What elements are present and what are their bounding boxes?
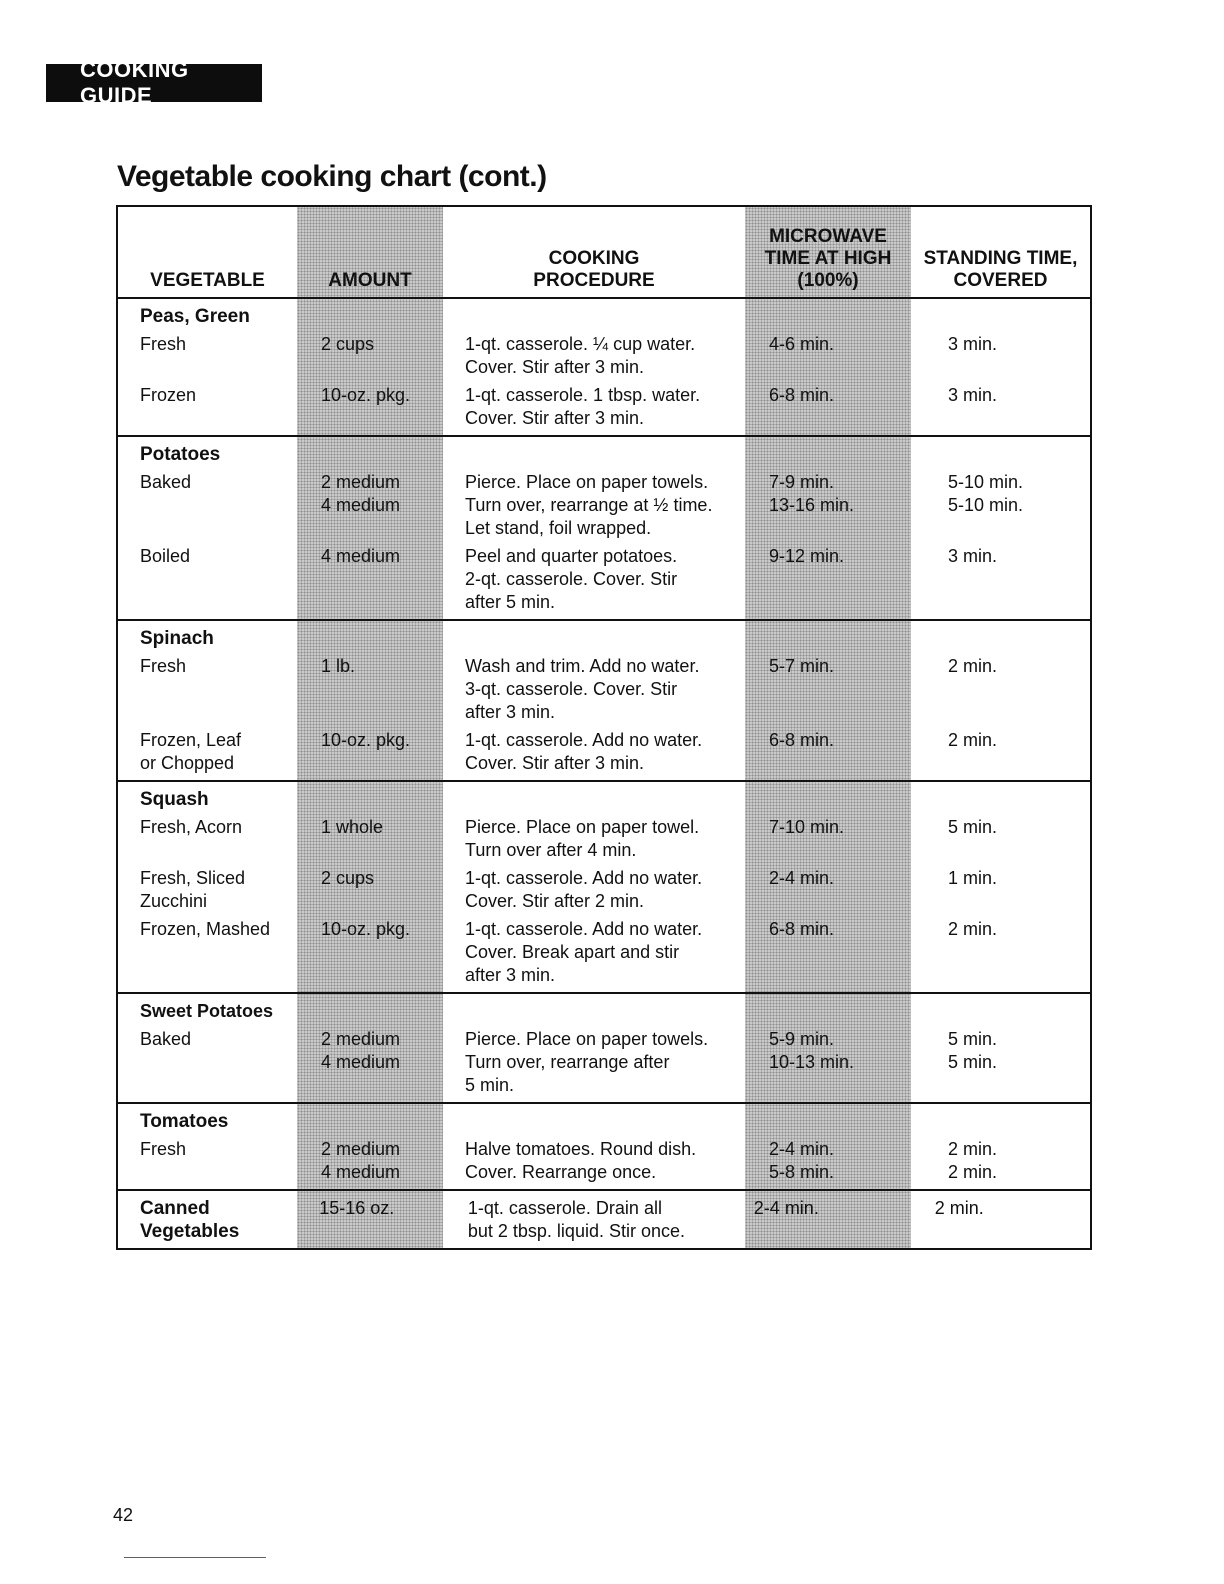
group-squash: [118, 782, 1090, 994]
standing-cell: 3 min.: [948, 546, 998, 566]
procedure-cell: Pierce. Place on paper towel. Turn over after 4 min.: [465, 817, 700, 860]
vegetable-cell: Baked: [140, 1029, 192, 1049]
procedure-cell: Pierce. Place on paper towels. Turn over, rearrange at ½ time. Let stand, foil wrapped.: [465, 472, 713, 538]
table-row: [118, 655, 1090, 724]
standing-cell: 1 min.: [948, 868, 998, 888]
time-cell: 2-4 min.: [753, 1198, 819, 1218]
amount-cell: 4 medium: [321, 546, 401, 566]
group-canned-vegetables: [118, 1191, 1090, 1248]
standing-cell: 2 min. 2 min.: [948, 1139, 998, 1182]
table-row: [118, 384, 1090, 430]
table-row: [118, 867, 1090, 913]
procedure-cell: Halve tomatoes. Round dish. Cover. Rearrange once.: [465, 1139, 697, 1182]
amount-cell: 10-oz. pkg.: [321, 919, 411, 939]
table-row: [118, 1028, 1090, 1097]
group-name: Tomatoes: [140, 1111, 229, 1132]
vegetable-cell: Baked: [140, 472, 192, 492]
standing-cell: 5 min. 5 min.: [948, 1029, 998, 1072]
time-cell: 5-9 min. 10-13 min.: [769, 1029, 855, 1072]
table-row: [118, 729, 1090, 775]
vegetable-cell: Frozen: [140, 385, 197, 405]
group-spinach: [118, 621, 1090, 782]
vegetable-cell: Boiled: [140, 546, 191, 566]
amount-cell: 10-oz. pkg.: [321, 730, 411, 750]
vegetable-cell: Fresh: [140, 1139, 187, 1159]
time-cell: 9-12 min.: [769, 546, 845, 566]
standing-cell: 5 min.: [948, 817, 998, 837]
group-name: Potatoes: [140, 444, 221, 465]
time-cell: 4-6 min.: [769, 334, 835, 354]
standing-cell: 2 min.: [948, 919, 998, 939]
group-sweet-potatoes: [118, 994, 1090, 1104]
time-cell: 5-7 min.: [769, 656, 835, 676]
table-row: [118, 471, 1090, 540]
group-name: Peas, Green: [140, 306, 250, 327]
group-potatoes: [118, 437, 1090, 621]
header-vegetable: VEGETABLE: [150, 270, 265, 291]
procedure-cell: 1-qt. casserole. 1 tbsp. water. Cover. Stir after 3 min.: [465, 385, 701, 428]
page-number: 42: [113, 1505, 134, 1525]
amount-cell: 2 medium 4 medium: [321, 1029, 401, 1072]
time-cell: 6-8 min.: [769, 730, 835, 750]
header-microwave-time: MICROWAVE TIME AT HIGH (100%): [764, 226, 892, 291]
standing-cell: 5-10 min. 5-10 min.: [948, 472, 1024, 515]
standing-cell: 2 min.: [948, 730, 998, 750]
procedure-cell: 1-qt. casserole. ¼ cup water. Cover. Stir after 3 min.: [465, 334, 696, 377]
amount-cell: 2 medium 4 medium: [321, 472, 401, 515]
amount-cell: 10-oz. pkg.: [321, 385, 411, 405]
vegetable-cell: Fresh, Sliced Zucchini: [140, 868, 246, 911]
time-cell: 6-8 min.: [769, 385, 835, 405]
footnote-divider: [124, 1557, 266, 1558]
vegetable-cell: Fresh, Acorn: [140, 817, 243, 837]
time-cell: 2-4 min.: [769, 868, 835, 888]
time-cell: 2-4 min. 5-8 min.: [769, 1139, 835, 1182]
group-tomatoes: [118, 1104, 1090, 1191]
vegetable-cell: Fresh: [140, 334, 187, 354]
procedure-cell: Pierce. Place on paper towels. Turn over, rearrange after 5 min.: [465, 1029, 709, 1095]
header-amount: AMOUNT: [328, 270, 412, 291]
header-standing-time: STANDING TIME, COVERED: [923, 248, 1078, 291]
standing-cell: 2 min.: [934, 1198, 984, 1218]
amount-cell: 2 cups: [321, 334, 375, 354]
amount-cell: 15-16 oz.: [319, 1198, 395, 1218]
table-header: [118, 207, 1090, 299]
procedure-cell: 1-qt. casserole. Add no water. Cover. Stir after 3 min.: [465, 730, 703, 773]
group-name: Squash: [140, 789, 209, 810]
vegetable-cell: Fresh: [140, 656, 187, 676]
table-row: [118, 545, 1090, 614]
standing-cell: 3 min.: [948, 385, 998, 405]
time-cell: 7-9 min. 13-16 min.: [769, 472, 855, 515]
procedure-cell: Wash and trim. Add no water. 3-qt. casserole. Cover. Stir after 3 min.: [465, 656, 700, 722]
vegetable-cell: Frozen, Mashed: [140, 919, 271, 939]
page-title: Vegetable cooking chart (cont.): [117, 160, 547, 193]
section-tab: COOKING GUIDE: [46, 64, 262, 102]
amount-cell: 2 medium 4 medium: [321, 1139, 401, 1182]
vegetable-cooking-table: [116, 205, 1092, 1250]
vegetable-cell: Frozen, Leaf or Chopped: [140, 730, 242, 773]
table-row: [118, 1138, 1090, 1184]
procedure-cell: Peel and quarter potatoes. 2-qt. casserole. Cover. Stir after 5 min.: [465, 546, 678, 612]
procedure-cell: 1-qt. casserole. Add no water. Cover. Stir after 2 min.: [465, 868, 703, 911]
time-cell: 6-8 min.: [769, 919, 835, 939]
group-name: Spinach: [140, 628, 214, 649]
procedure-cell: 1-qt. casserole. Add no water. Cover. Break apart and stir after 3 min.: [465, 919, 703, 985]
header-procedure: COOKING PROCEDURE: [533, 248, 655, 291]
standing-cell: 3 min.: [948, 334, 998, 354]
group-name: Sweet Potatoes: [140, 1001, 274, 1021]
table-row: [118, 816, 1090, 862]
time-cell: 7-10 min.: [769, 817, 845, 837]
amount-cell: 1 lb.: [321, 656, 356, 676]
table-row: [118, 333, 1090, 379]
group-peas: [118, 299, 1090, 437]
standing-cell: 2 min.: [948, 656, 998, 676]
table-row: [118, 1197, 1090, 1243]
amount-cell: 1 whole: [321, 817, 384, 837]
table-row: [118, 918, 1090, 987]
procedure-cell: 1-qt. casserole. Drain all but 2 tbsp. liquid. Stir once.: [467, 1198, 685, 1241]
group-name: Canned Vegetables: [140, 1198, 240, 1242]
amount-cell: 2 cups: [321, 868, 375, 888]
